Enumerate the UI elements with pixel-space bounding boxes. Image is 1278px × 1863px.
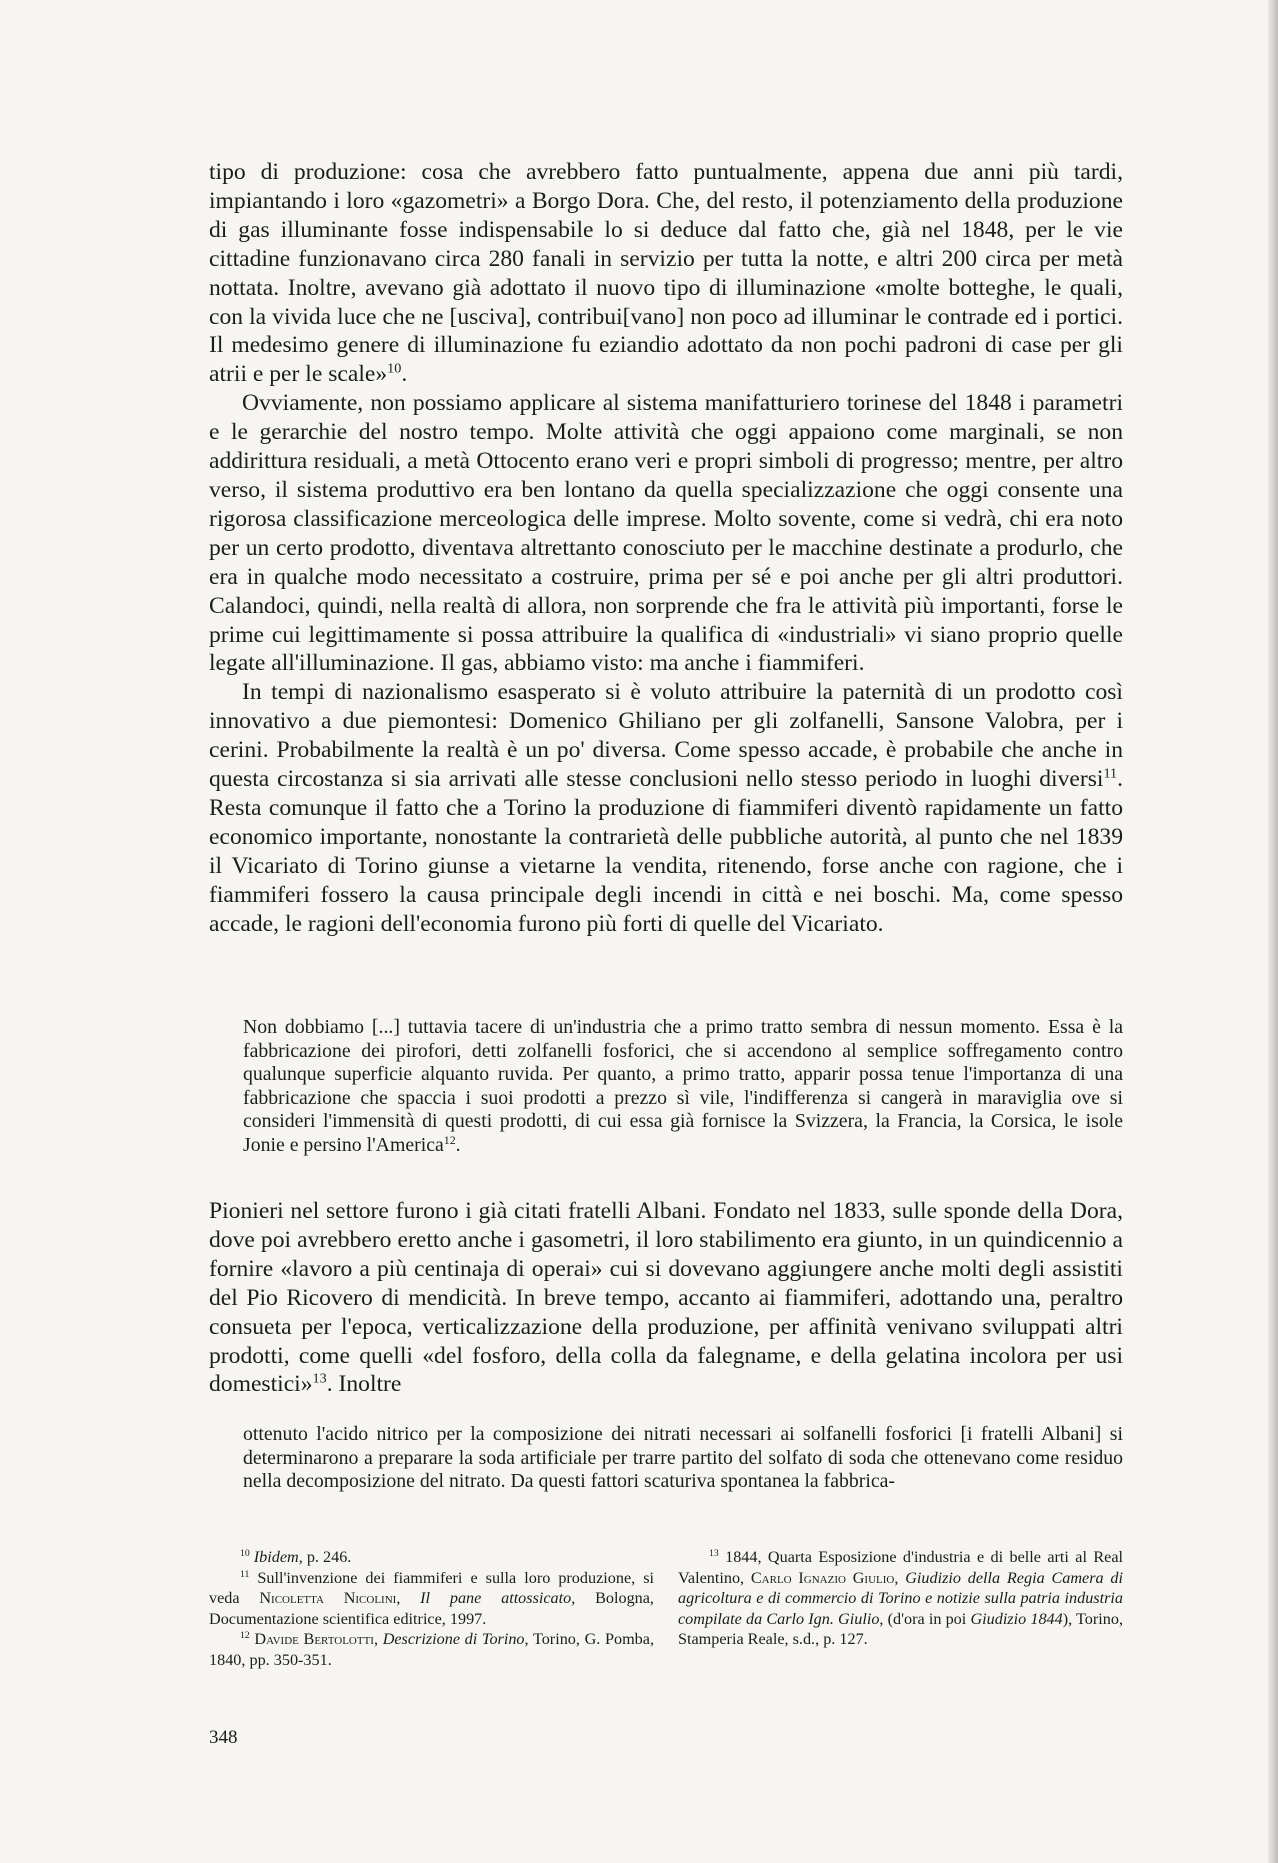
paragraph-4: Pionieri nel settore furono i già citati fratelli Albani. Fondato nel 1833, sulle sponde della Dora, dove poi avrebbero eretto anche i gasometri, il loro stabilimento era giunto, in un quindicennio a fornire «lavoro a più centinaja di operai» cui si dovevano aggiungere anche molti degli assistiti del Pio Ricovero di mendicità. In breve tempo, accanto ai fiammiferi, adottando una, peraltro consueta per l'epoca, verticalizzazione della produzione, per affinità venivano sviluppati altri prodotti, come quelli «del fosforo, della colla da falegname, e della gelatina incolora per usi domestici»$^{13}$. Inoltre [209, 1198, 1123, 1398]
footnotes-right-column [678, 1547, 1123, 1671]
footnote-ref-11: 11 [1103, 765, 1118, 782]
block-quote-1: Non dobbiamo [...] tuttavia tacere di un'industria che a primo tratto sembra di nessun momento. Essa è la fabbricazione dei pirofori, detti zolfanelli fosforici, che si accendono al semplice soffregamento contro qualunque superficie alquanto ruvida. Per quanto, a primo tratto, apparir possa tenue l'importanza di una fabbricazione che spaccia i suoi prodotti a prezzo sì vile, l'indifferenza si cangerà in maraviglia ove si consideri l'immensità di questi prodotti, di cui essa già fornisce la Svizzera, la Francia, la Corsica, le isole Jonie e persino l'America$^{12}$. [243, 1016, 1123, 1156]
paragraph-2: Ovviamente, non possiamo applicare al sistema manifatturiero torinese del 1848 i parametri e le gerarchie del nostro tempo. Molte attività che oggi appaiono come marginali, se non addirittura residuali, a metà Ottocento erano veri e propri simboli di progresso; mentre, per altro verso, il sistema produttivo era ben lontano da quella specializzazione che oggi consente una rigorosa classificazione merceologica delle imprese. Molto sovente, come si vedrà, chi era noto per un certo prodotto, diventava altrettanto conosciuto per le macchine destinate a produrlo, che era in qualche modo necessitato a costruire, prima per sé e poi anche per gli altri produttori. Calandoci, quindi, nella realtà di allora, non sorprende che fra le attività più importanti, forse le prime cui legittimamente si possa attribuire la qualifica di «industriali» vi siano proprio quelle legate all'illuminazione. Il gas, abbiamo visto: ma anche i fiammiferi. [209, 390, 1123, 677]
paragraph-3: In tempi di nazionalismo esasperato si è voluto attribuire la paternità di un prodotto così innovativo a due piemontesi: Domenico Ghiliano per gli zolfanelli, Sansone Valobra, per i cerini. Probabilmente la realtà è un po' diversa. Come spesso accade, è probabile che anche in questa circostanza si sia arrivati alle stesse conclusioni nello stesso periodo in luoghi diversi$^{11}$. Resta comunque il fatto che a Torino la produzione di fiammiferi diventò rapidamente un fatto economico importante, nonostante la contrarietà delle pubbliche autorità, al punto che nel 1839 il Vicariato di Torino giunse a vietarne la vendita, ritenendo, forse anche con ragione, che i fiammiferi fossero la causa principale degli incendi in città e nei boschi. Ma, come spesso accade, le ragioni dell'economia furono più forti di quelle del Vicariato. [209, 679, 1123, 937]
footnotes-left-column [209, 1547, 654, 1671]
footnotes [209, 1547, 1123, 1671]
footnote-10: $^{10}$ Ibidem, p. 246. [240, 1548, 352, 1566]
footnote-ref-13: 13 [312, 1370, 327, 1387]
footnote-ref-12: 12 [443, 1132, 456, 1147]
block-quote-2: ottenuto l'acido nitrico per la composizione dei nitrati necessari ai solfanelli fosforici [i fratelli Albani] si determinarono a preparare la soda artificiale per trarre partito del solfato di soda che ottenevano come residuo nella decomposizione del nitrato. Da questi fattori scaturiva spontanea la fabbrica- [243, 1423, 1123, 1493]
footnote-13: $^{13}$ 1844, Quarta Esposizione d'industria e di belle arti al Real Valentino, Carlo Ignazio Giulio, Giudizio della Regia Camera di agricoltura e di commercio di Torino e notizie sulla patria industria compilate da Carlo Ign. Giulio, (d'ora in poi Giudizio 1844), Torino, Stamperia Reale, s.d., p. 127. [678, 1548, 1124, 1649]
footnote-ref-10: 10 [387, 360, 402, 377]
page-edge-shadow [1268, 0, 1278, 1863]
page-number: 348 [209, 1727, 238, 1748]
main-text-block [209, 158, 1123, 938]
main-text-block-2 [209, 1197, 1123, 1399]
paragraph-1: tipo di produzione: cosa che avrebbero fatto puntualmente, appena due anni più tardi, impiantando i loro «gazometri» a Borgo Dora. Che, del resto, il potenziamento della produzione di gas illuminante fosse indispensabile lo si deduce dal fatto che, già nel 1848, per le vie cittadine funzionavano circa 280 fanali in servizio per tutta la notte, e altri 200 circa per metà nottata. Inoltre, avevano già adottato il nuovo tipo di illuminazione «molte botteghe, le quali, con la vivida luce che ne [usciva], contribui[vano] non poco ad illuminar le contrade ed i portici. Il medesimo genere di illuminazione fu eziandio adottato da non pochi padroni di case per gli atrii e per le scale»$^{10}$. [209, 159, 1123, 388]
footnote-12: $^{12}$ Davide Bertolotti, Descrizione di Torino, Torino, G. Pomba, 1840, pp. 350-351. [209, 1630, 655, 1669]
footnote-11: $^{11}$ Sull'invenzione dei fiammiferi e sulla loro produzione, si veda Nicoletta Nicolini, Il pane attossicato, Bologna, Documentazione scientifica editrice, 1997. [209, 1568, 654, 1628]
